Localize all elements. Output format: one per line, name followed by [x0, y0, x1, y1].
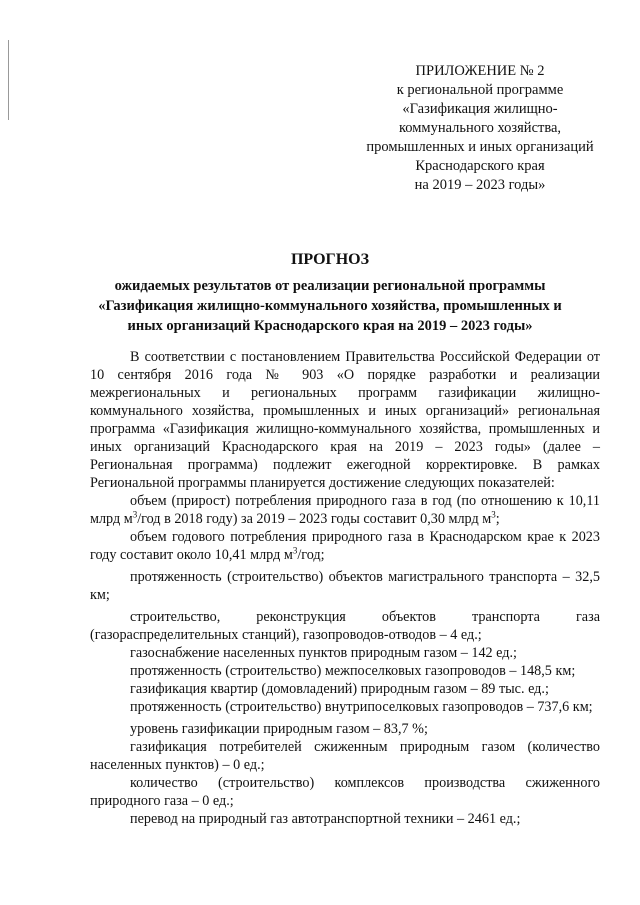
title-line: ожидаемых результатов от реализации региональной программы [114, 278, 546, 294]
appendix-line: к региональной программе [396, 82, 564, 98]
indicator-annual-consumption [90, 528, 600, 564]
scan-edge-line [8, 40, 9, 120]
indicator-item: газоснабжение населенных пунктов природным газом – 142 ед.; [130, 645, 518, 661]
text-fragment: объем годового потребления природного газа в Краснодарском крае к 2023 году составит около 10,41 млрд м [90, 529, 600, 563]
indicator-item: протяженность (строительство) внутрипоселковых газопроводов – 737,6 км; [130, 699, 593, 715]
title-heading: ПРОГНОЗ [290, 251, 370, 268]
appendix-line: ПРИЛОЖЕНИЕ № 2 [415, 63, 545, 79]
indicator-consumption-increase [90, 492, 600, 528]
appendix-line: «Газификация жилищно- [402, 101, 558, 117]
text-fragment: /год; [297, 547, 325, 563]
document-title [60, 250, 600, 336]
document-body [90, 348, 600, 828]
indicator-item: строительство, реконструкция объектов транспорта газа (газораспределительных станций), газопроводов-отводов – 4 ед.; [90, 609, 600, 643]
intro-paragraph: В соответствии с постановлением Правительства Российской Федерации от 10 сентября 2016 года № 903 «О порядке разработки и реализации межрегиональных и региональных программ газификации жилищно-коммунального хозяйства, промышленных и иных организаций» региональная программа «Газификация жилищно-коммунального хозяйства, промышленных и иных организаций Краснодарского края на 2019 – 2023 годы» (далее – Региональная программа) подлежит ежегодной корректировке. В рамках Региональной программы планируется достижение следующих показателей: [90, 349, 600, 491]
appendix-line: промышленных и иных организаций [366, 139, 594, 155]
indicator-item: протяженность (строительство) объектов магистрального транспорта – 32,5 км; [90, 569, 600, 603]
indicator-item: уровень газификации природным газом – 83,7 %; [130, 721, 428, 737]
superscript: 3 [491, 509, 496, 520]
appendix-line: коммунального хозяйства, [398, 120, 562, 136]
text-fragment: объем (прирост) потребления природного газа в год (по отношению к 10,11 млрд м [90, 493, 600, 527]
appendix-line: Краснодарского края [415, 158, 545, 174]
appendix-line: на 2019 – 2023 годы» [414, 177, 546, 193]
superscript: 3 [292, 545, 298, 556]
title-line: иных организаций Краснодарского края на 2019 – 2023 годы» [127, 318, 533, 334]
text-fragment: ; [495, 511, 500, 527]
indicator-item: газификация потребителей сжиженным природным газом (количество населенных пунктов) – 0 ед.; [90, 739, 600, 773]
indicator-item: протяженность (строительство) межпоселковых газопроводов – 148,5 км; [130, 663, 576, 679]
superscript: 3 [132, 509, 138, 520]
title-line: «Газификация жилищно-коммунального хозяйства, промышленных и [98, 298, 562, 314]
indicator-item: газификация квартир (домовладений) природным газом – 89 тыс. ед.; [130, 681, 549, 697]
indicator-item: перевод на природный газ автотранспортной техники – 2461 ед.; [130, 811, 521, 827]
text-fragment: /год в 2018 году) за 2019 – 2023 годы составит 0,30 млрд м [137, 511, 492, 527]
indicator-item: количество (строительство) комплексов производства сжиженного природного газа – 0 ед.; [90, 775, 600, 809]
appendix-header [360, 62, 600, 195]
